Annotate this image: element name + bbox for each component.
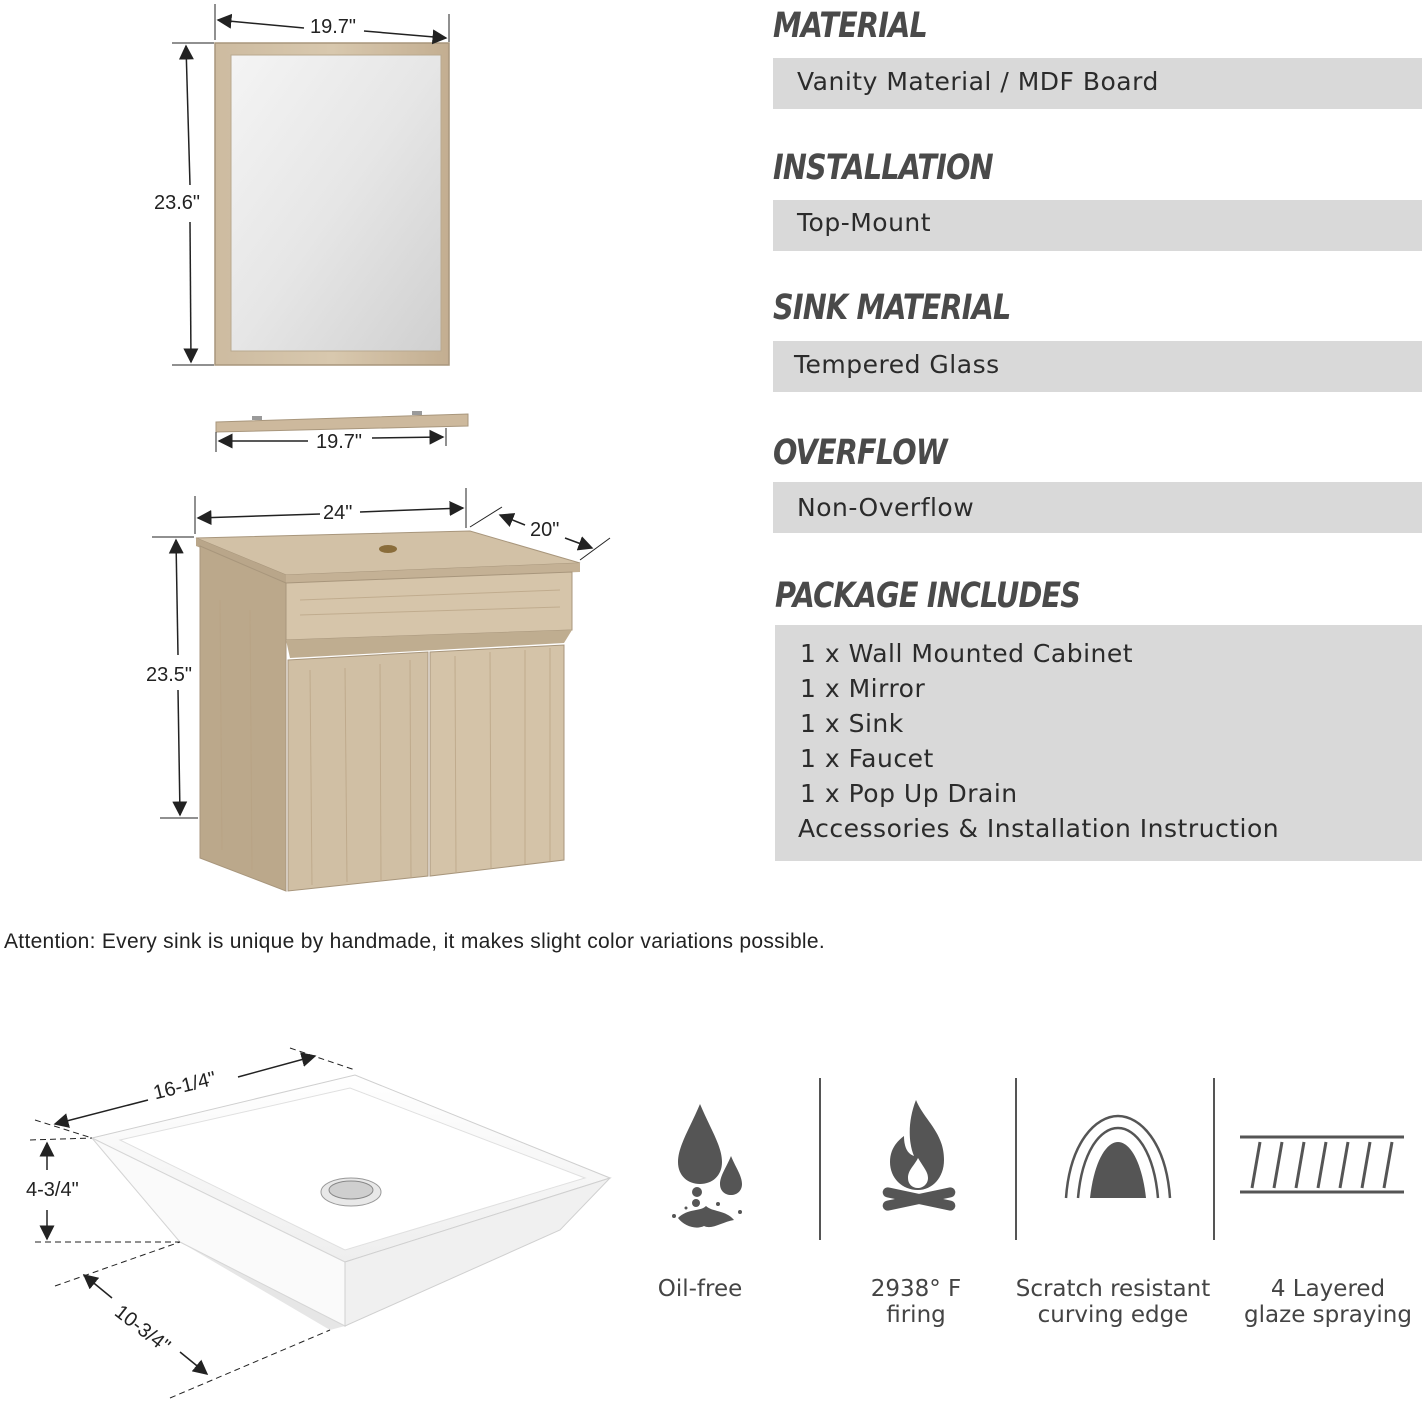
sink-illustration — [0, 1030, 640, 1402]
attention-note: Attention: Every sink is unique by handmade, it makes slight color variations possible. — [4, 930, 826, 953]
feature-divider — [819, 1078, 821, 1240]
product-illustration — [0, 0, 760, 900]
package-item: 1 x Faucet — [800, 744, 934, 773]
package-item: Accessories & Installation Instruction — [798, 814, 1280, 843]
shelf-drawing — [216, 411, 468, 432]
sink-length-label: 16-1/4" — [151, 1067, 219, 1105]
feature-label-line: curving edge — [1037, 1302, 1189, 1328]
feature-label-line: 4 Layered — [1270, 1276, 1386, 1302]
feature-label-line: 2938° F — [870, 1276, 962, 1302]
spec-value-bar-overflow — [773, 482, 1422, 533]
feature-label-line: Oil-free — [657, 1276, 743, 1302]
package-list-bar — [775, 625, 1422, 861]
curved-edge-icon — [1062, 1112, 1174, 1202]
feature-divider — [1213, 1078, 1215, 1240]
spec-heading-overflow: OVERFLOW — [773, 433, 947, 473]
spec-value-bar-material — [773, 58, 1422, 109]
feature-label-firing — [806, 1276, 1026, 1328]
sink-height-label: 4-3/4" — [26, 1179, 79, 1201]
feature-label-scratch-resistant — [1003, 1276, 1223, 1328]
mirror-width-label: 19.7" — [310, 16, 357, 38]
spec-value-bar-installation — [773, 200, 1422, 251]
package-item: 1 x Mirror — [800, 674, 926, 703]
cabinet-height-label: 23.5" — [146, 664, 193, 686]
spec-heading-package: PACKAGE INCLUDES — [775, 576, 1081, 616]
feature-divider — [1015, 1078, 1017, 1240]
spec-value-installation: Top-Mount — [797, 208, 932, 237]
sink-width-label: 10-3/4" — [110, 1300, 175, 1358]
cabinet-drawing — [196, 531, 580, 891]
oil-drop-icon — [660, 1098, 750, 1238]
spec-heading-material: MATERIAL — [773, 6, 927, 46]
feature-label-glaze — [1218, 1276, 1426, 1328]
package-item: 1 x Pop Up Drain — [800, 779, 1018, 808]
mirror-drawing — [215, 43, 449, 365]
spec-value-sink-material: Tempered Glass — [794, 350, 1000, 379]
package-item: 1 x Wall Mounted Cabinet — [800, 639, 1134, 668]
feature-label-line: Scratch resistant — [1015, 1276, 1211, 1302]
feature-label-line: glaze spraying — [1244, 1302, 1412, 1328]
package-item: 1 x Sink — [800, 709, 904, 738]
sink-bowl — [92, 1075, 610, 1330]
glaze-layers-icon — [1240, 1134, 1404, 1196]
spec-heading-installation: INSTALLATION — [773, 148, 993, 188]
mirror-height-label: 23.6" — [154, 192, 201, 214]
cabinet-width-label: 24" — [323, 502, 353, 524]
fire-icon — [878, 1098, 960, 1223]
cabinet-depth-label: 20" — [530, 519, 560, 541]
spec-value-material: Vanity Material / MDF Board — [797, 67, 1159, 96]
spec-value-bar-sink-material — [773, 341, 1422, 392]
shelf-width-label: 19.7" — [316, 431, 363, 453]
spec-heading-sink-material: SINK MATERIAL — [773, 288, 1011, 328]
spec-value-overflow: Non-Overflow — [797, 493, 975, 522]
feature-label-oil-free — [590, 1276, 810, 1302]
package-list — [800, 636, 1279, 846]
feature-label-line: firing — [886, 1302, 946, 1328]
